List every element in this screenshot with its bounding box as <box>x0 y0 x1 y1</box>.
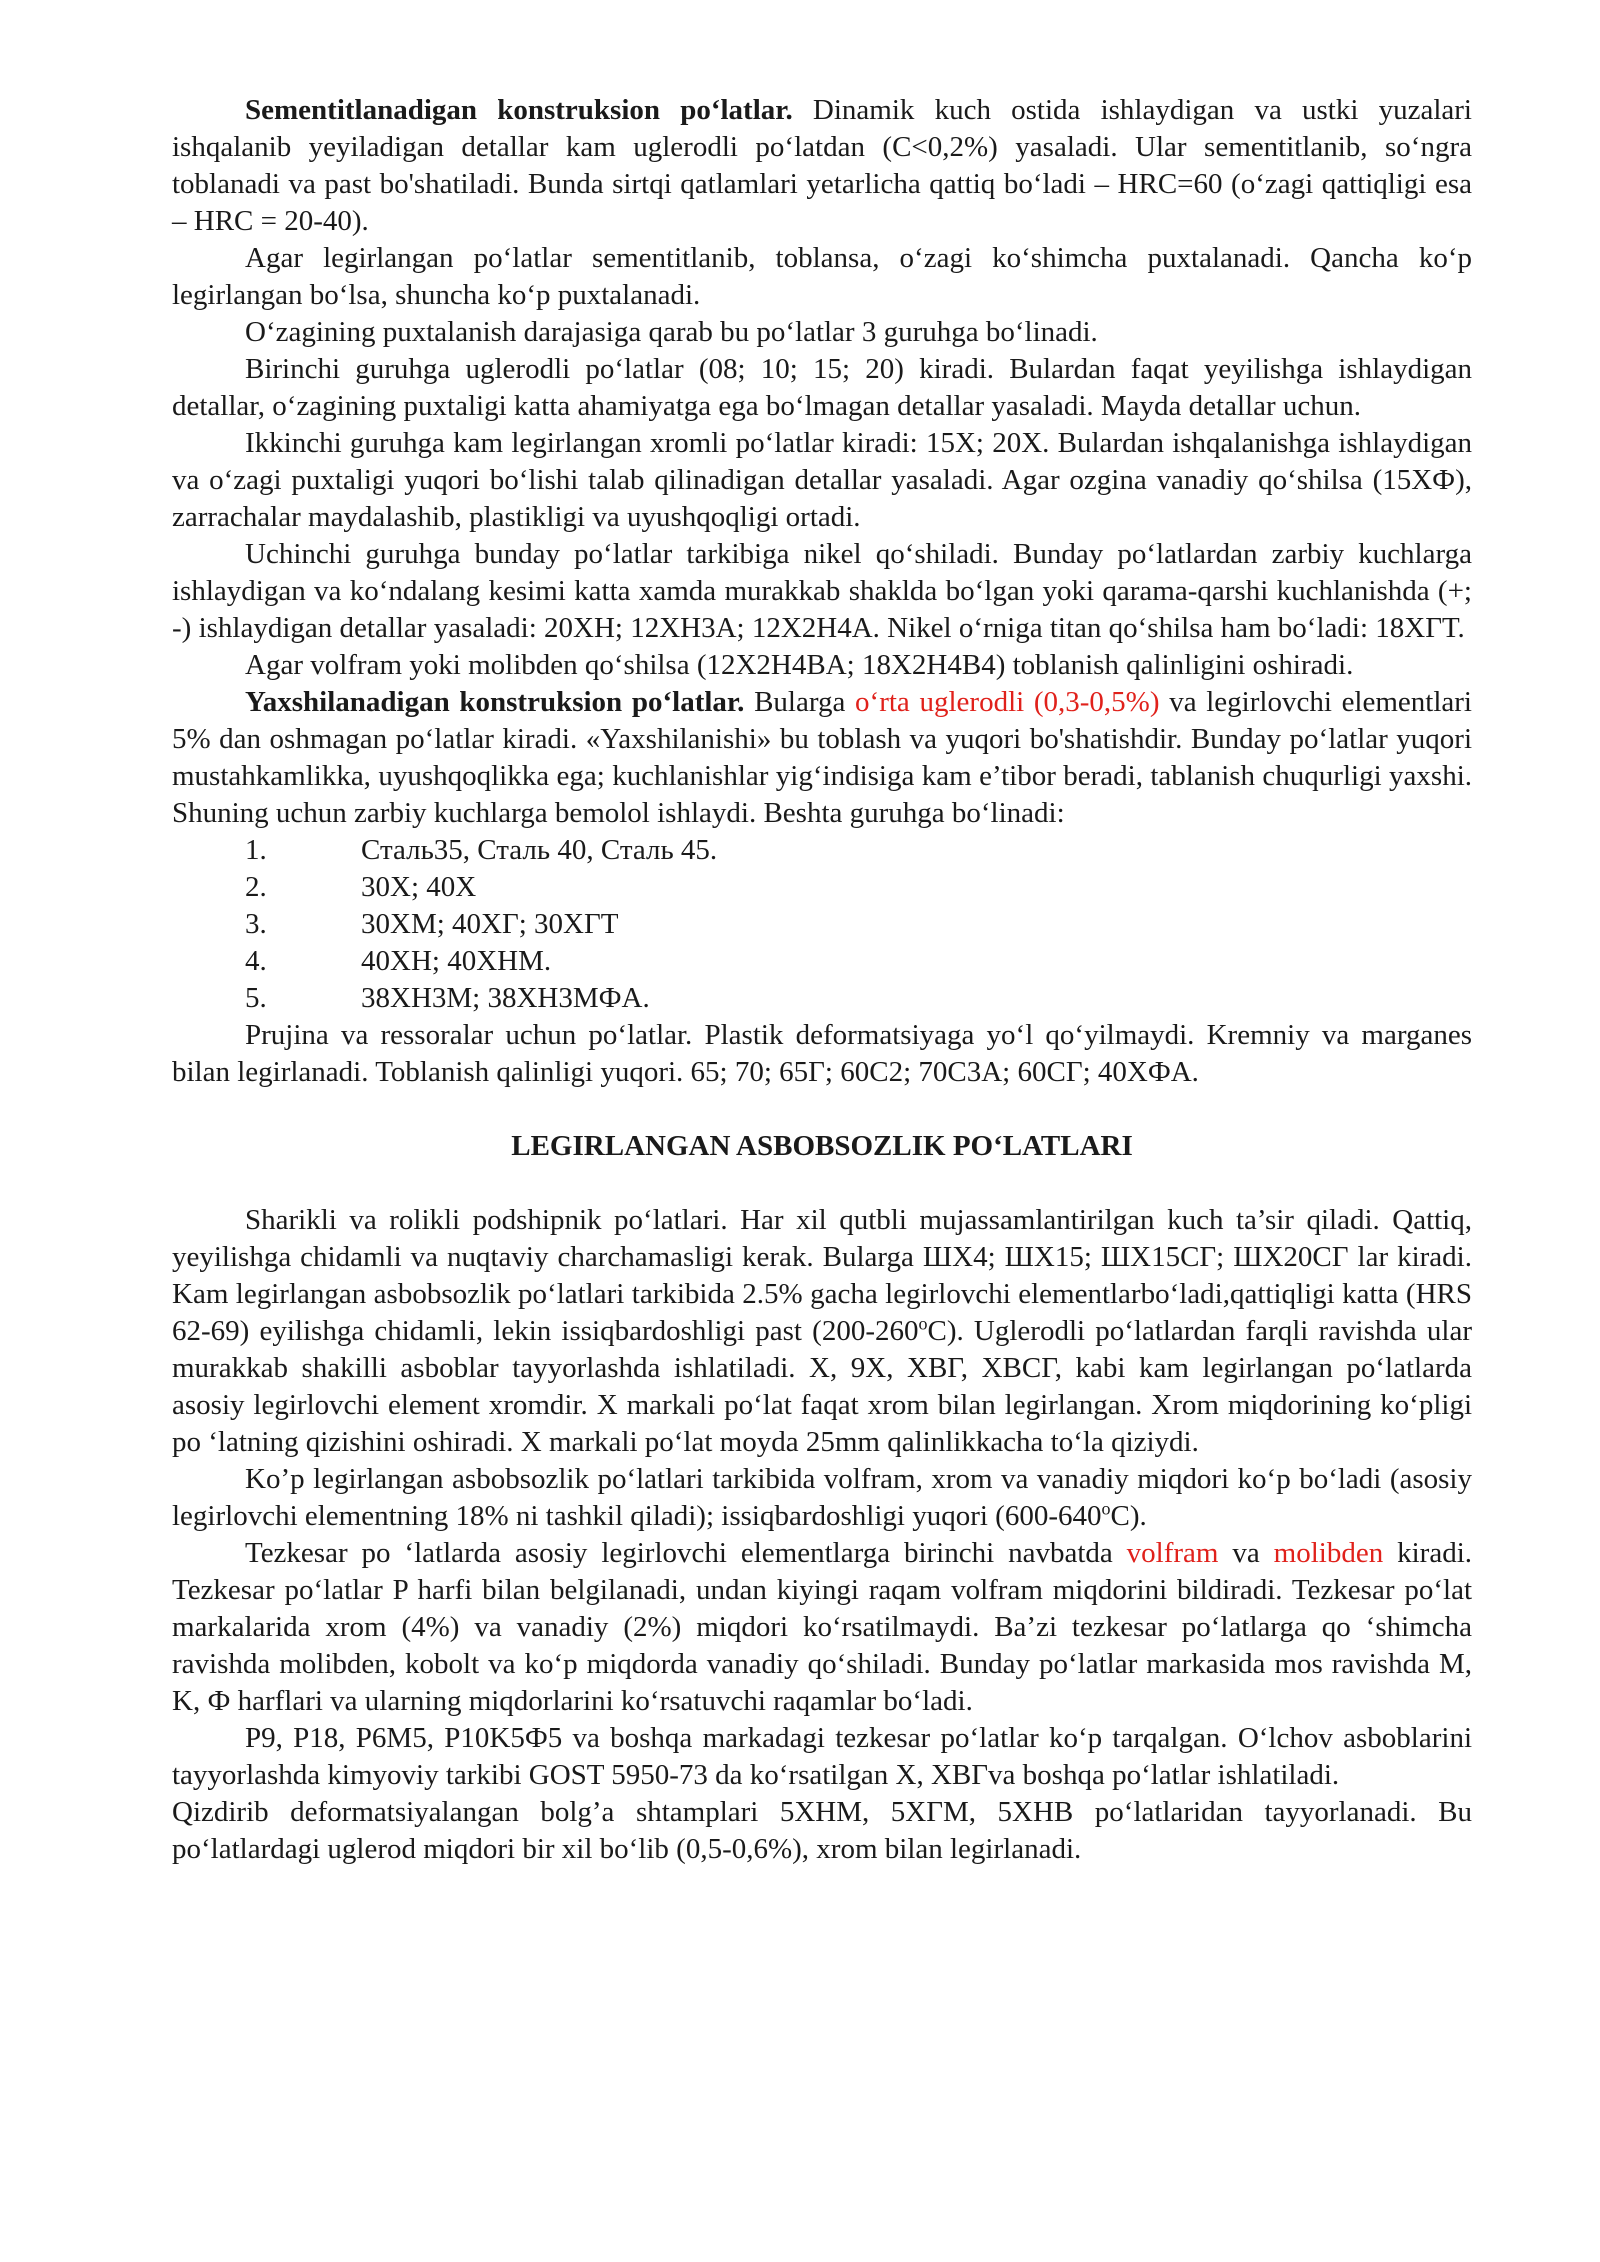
paragraph-cementation-intro <box>172 92 1472 240</box>
highlight-text: o‘rta uglerodli (0,3-0,5%) <box>855 686 1160 718</box>
list-number: 1. <box>245 834 267 866</box>
paragraph-text: C). Uglerodli po‘latlardan farqli ravishda ular murakkab shakilli asboblar tayyorlashda ishlatiladi. X, 9X, XBГ, XBCГ, kabi kam legirlangan po‘latlarda asosiy legirlovchi element xromdir. X markali po‘lat faqat xrom bilan legirlangan. Xrom miqdorining ko‘pligi po ‘latning qizishini oshiradi. X markali po‘lat moyda 25mm qalinlikkacha to‘la qiziydi. <box>172 1315 1472 1458</box>
list-number: 4. <box>245 945 267 977</box>
list-number: 3. <box>245 908 267 940</box>
paragraph-text: Ko’p legirlangan asbobsozlik po‘latlari tarkibida volfram, xrom va vanadiy miqdori ko‘p bo‘ladi (asosiy legirlovchi elementning 18% ni tashkil qiladi); issiqbardoshligi yuqori (600-640 <box>172 1463 1472 1532</box>
paragraph: Ikkinchi guruhga kam legirlangan xromli po‘latlar kiradi: 15X; 20X. Bulardan ishqalanishga ishlaydigan va o‘zagi puxtaligi yuqori bo‘lishi talab qilinadigan detallar yasaladi. Agar ozgina vanadiy qo‘shilsa (15XФ), zarrachalar maydalashib, plastikligi va uyushqoqligi ortadi. <box>172 427 1472 533</box>
paragraph: O‘zagining puxtalanish darajasiga qarab bu po‘latlar 3 guruhga bo‘linadi. <box>245 316 1098 348</box>
paragraph-text: Bularga <box>744 686 856 718</box>
paragraph: Agar legirlangan po‘latlar sementitlanib, toblansa, o‘zagi ko‘shimcha puxtalanadi. Qancha ko‘p legirlangan bo‘lsa, shuncha ko‘p puxtalanadi. <box>172 242 1472 311</box>
section-title-cementation: Sementitlanadigan konstruksion po‘latlar. <box>245 94 793 126</box>
paragraph-text: C). <box>1110 1500 1147 1532</box>
list-item <box>172 832 1472 869</box>
list-item <box>172 980 1472 1017</box>
paragraph-text: va <box>1218 1537 1274 1569</box>
list-item <box>172 943 1472 980</box>
paragraph-text: va legirlovchi elementlari 5% dan oshmagan po‘latlar kiradi. «Yaxshilanishi» bu toblash va yuqori bo'shatishdir. Bunday po‘latlar yuqori mustahkamlikka, uyushqoqlikka ega; kuchlanishlar yig‘indisiga kam e’tibor beradi, tablanish chuqurligi yaxshi. Shuning uchun zarbiy kuchlarga bemolol ishlaydi. Beshta guruhga bo‘linadi: <box>172 686 1472 829</box>
paragraph: P9, P18, P6M5, P10K5Ф5 va boshqa markadagi tezkesar po‘latlar ko‘p tarqalgan. O‘lchov asboblarini tayyorlashda kimyoviy tarkibi GOST 5950-73 da ko‘rsatilgan X, XBГva boshqa po‘latlar ishlatiladi. <box>172 1722 1472 1791</box>
highlight-text: volfram <box>1126 1537 1219 1569</box>
list-text: 40XH; 40XHM. <box>361 945 552 977</box>
paragraph <box>172 1535 1472 1720</box>
paragraph: Qizdirib deformatsiyalangan bolg’a shtamplari 5XHM, 5XГM, 5XHB po‘latlaridan tayyorlanadi. Bu po‘latlardagi uglerod miqdori bir xil bo‘lib (0,5-0,6%), xrom bilan legirlanadi. <box>172 1796 1472 1865</box>
list-text: Сталь35, Сталь 40, Сталь 45. <box>361 834 718 866</box>
paragraph-text: Sharikli va rolikli podshipnik po‘latlari. Har xil qutbli mujassamlantirilgan kuch ta’sir qiladi. Qattiq, yeyilishga chidamli va nuqtaviy charchamasligi kerak. Bularga ШX4; ШX15; ШX15CГ; ШX20CГ lar kiradi. Kam legirlangan asbobsozlik po‘latlari tarkibida 2.5% gacha legirlovchi elementlarbo‘ladi,qattiqligi katta (HRS 62-69) eyilishga chidamli, lekin issiqbardoshligi past (200-260 <box>172 1204 1472 1347</box>
list-item <box>172 869 1472 906</box>
paragraph-improved-intro <box>172 684 1472 832</box>
list-text: 38XH3M; 38XH3MФA. <box>361 982 650 1014</box>
steel-group-list <box>172 832 1472 1017</box>
list-number: 2. <box>245 871 267 903</box>
paragraph <box>172 1461 1472 1535</box>
superscript: o <box>1101 1498 1111 1519</box>
list-item <box>172 906 1472 943</box>
superscript: o <box>918 1313 928 1334</box>
paragraph: Birinchi guruhga uglerodli po‘latlar (08; 10; 15; 20) kiradi. Bulardan faqat yeyilishga ishlaydigan detallar, o‘zagining puxtaligi katta ahamiyatga ega bo‘lmagan detallar yasaladi. Mayda detallar uchun. <box>172 353 1472 422</box>
section-title-improved: Yaxshilanadigan konstruksion po‘latlar. <box>245 686 745 718</box>
paragraph-text: Tezkesar po ‘latlarda asosiy legirlovchi elementlarga birinchi navbatda <box>245 1537 1127 1569</box>
paragraph: Agar volfram yoki molibden qo‘shilsa (12X2H4BA; 18X2H4B4) toblanish qalinligini oshiradi. <box>245 649 1354 681</box>
paragraph-text: Dinamik kuch ostida ishlaydigan va ustki yuzalari ishqalanib yeyiladigan detallar kam uglerodli po‘latdan (C<0,2%) yasaladi. Ular sementitlanib, so‘ngra toblanadi va past bo'shatiladi. Bunda sirtqi qatlamlari yetarlicha qattiq bo‘ladi – HRC=60 (o‘zagi qattiqligi esa – HRC = 20-40). <box>172 94 1472 237</box>
list-text: 30XM; 40XГ; 30XГT <box>361 908 619 940</box>
document-page <box>172 92 1472 1868</box>
list-text: 30X; 40X <box>361 871 477 903</box>
paragraph: Uchinchi guruhga bunday po‘latlar tarkibiga nikel qo‘shiladi. Bunday po‘latlardan zarbiy kuchlarga ishlaydigan va ko‘ndalang kesimi katta xamda murakkab shaklda bo‘lgan yoki qarama-qarshi kuchlanishda (+; -) ishlaydigan detallar yasaladi: 20XH; 12XH3A; 12X2H4A. Nikel o‘rniga titan qo‘shilsa ham bo‘ladi: 18XГT. <box>172 538 1472 644</box>
paragraph: Prujina va ressoralar uchun po‘latlar. Plastik deformatsiyaga yo‘l qo‘yilmaydi. Kremniy va marganes bilan legirlanadi. Toblanish qalinligi yuqori. 65; 70; 65Г; 60C2; 70C3A; 60CГ; 40XФA. <box>172 1019 1472 1088</box>
paragraph-text: kiradi. Tezkesar po‘latlar P harfi bilan belgilanadi, undan kiyingi raqam volfram miqdorini bildiradi. Tezkesar po‘lat markalarida xrom (4%) va vanadiy (2%) miqdori ko‘rsatilmaydi. Ba’zi tezkesar po‘latlarga qo ‘shimcha ravishda molibden, kobolt va ko‘p miqdorda vanadiy qo‘shiladi. Bunday po‘latlar markasida mos ravishda M, K, Ф harflari va ularning miqdorlarini ko‘rsatuvchi raqamlar bo‘ladi. <box>172 1537 1472 1717</box>
paragraph <box>172 1202 1472 1461</box>
highlight-text: molibden <box>1273 1537 1384 1569</box>
section-heading-tool-steels: LEGIRLANGAN ASBOBSOZLIK PO‘LATLARI <box>511 1130 1133 1162</box>
list-number: 5. <box>245 982 267 1014</box>
